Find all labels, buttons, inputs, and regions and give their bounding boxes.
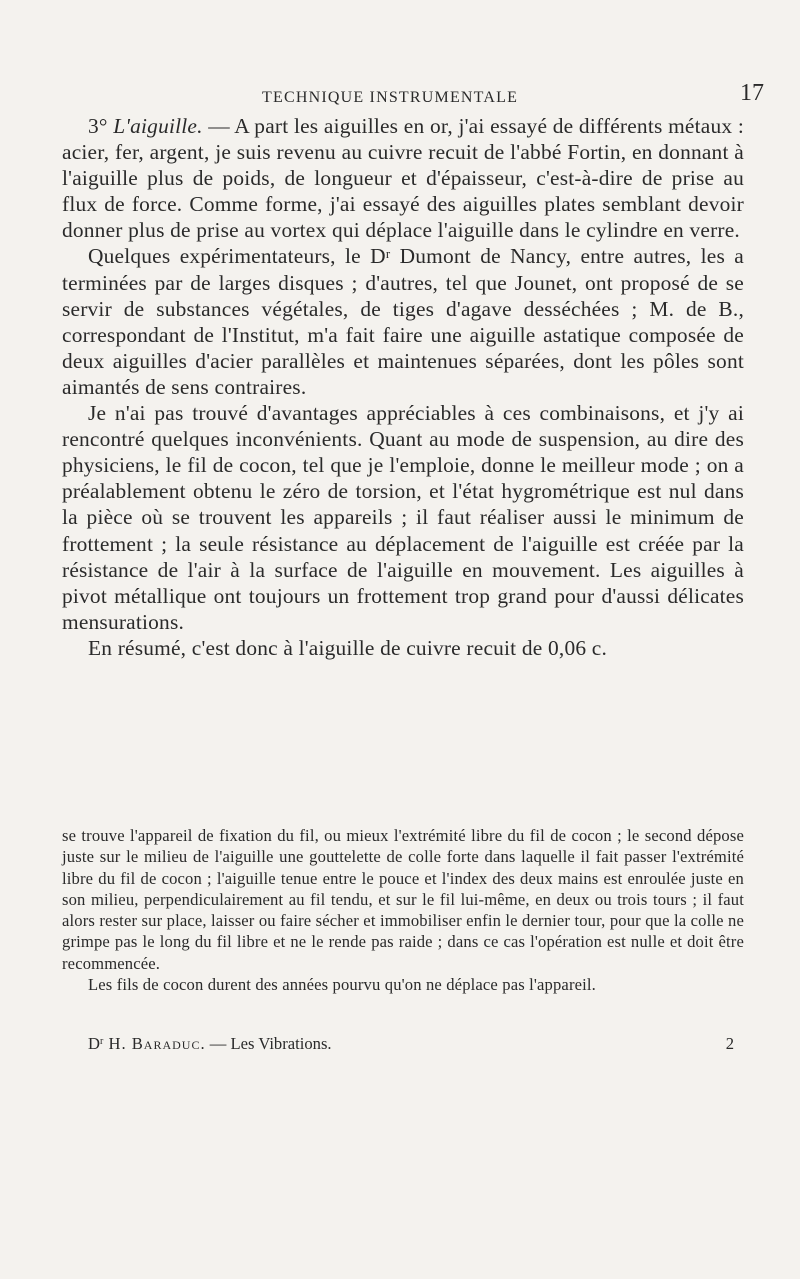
paragraph-text: — A part les aiguilles en or, j'ai essayé de différents métaux : acier, fer, argent, je suis revenu au cuivre recuit de l'abbé Fortin, en donnant à l'aiguille plus de poids, de longueur et d'épaisseur, c'est-à-dire de prise au flux de force. Comme forme, j'ai essayé des aiguilles plates semblant devoir donner plus de prise au vortex qui déplace l'aiguille dans le cylindre en verre.: [62, 114, 744, 243]
work-title: Les Vibrations.: [230, 1034, 332, 1053]
footnote-paragraph: se trouve l'appareil de fixation du fil, ou mieux l'extrémité libre du fil de cocon ; le second dépose juste sur le milieu de l'aiguille une gouttelette de colle forte dans laquelle il fait passer l'extrémité libre du fil de cocon ; l'aiguille tenue entre le pouce et l'index des deux mains est enroulée juste en son milieu, perpendiculairement au fil tendu, et sur le fil lui-même, en deux ou trois tours ; il faut alors rester sur place, laisser ou faire sécher et immobiliser enfin le dernier tour, pour que la colle ne grimpe pas le long du fil libre et ne le rende pas raide ; dans ce cas l'opération est nulle et doit être recommencée.: [62, 826, 744, 973]
paragraph-aiguille: [62, 113, 744, 243]
paragraph-experimenters: Quelques expérimentateurs, le $D^r$ Dumont de Nancy, entre autres, les a terminées par de larges disques ; d'autres, tel que Jounet, ont proposé de se servir de substances végétales, de tiges d'agave desséchées ; M. de B., correspondant de l'Institut, m'a fait faire une aiguille astatique composée de deux aiguilles d'acier parallèles et maintenues séparées, dont les pôles sont aimantés de sens contraires.: [62, 244, 744, 399]
paragraph-suspension: Je n'ai pas trouvé d'avantages appréciables à ces combinaisons, et j'y ai rencontré quelques inconvénients. Quant au mode de suspension, au dire des physiciens, le fil de cocon, tel que je l'emploie, donne le meilleur mode ; on a préalablement obtenu le zéro de torsion, et l'état hygrométrique est nul dans la pièce où se trouvent les appareils ; il faut réaliser aussi le minimum de frottement ; la seule résistance au déplacement de l'aiguille est créée par la résistance de l'air à la surface de l'aiguille en mouvement. Les aiguilles à pivot métallique ont toujours un frottement trop grand pour d'aussi délicates mensurations.: [62, 401, 744, 634]
paragraph-summary: En résumé, c'est donc à l'aiguille de cuivre recuit de 0,06 c.: [88, 635, 608, 660]
running-head: TECHNIQUE INSTRUMENTALE: [262, 89, 519, 106]
footnote: [62, 825, 744, 995]
section-title: L'aiguille.: [113, 114, 203, 138]
sheet-number: 2: [725, 1034, 734, 1053]
signature-line: $D^r$ H. Baraduc. — Les Vibrations. 2: [88, 1034, 734, 1053]
author-name: H. Baraduc.: [103, 1034, 206, 1053]
section-number: 3°: [88, 114, 108, 138]
body-text: [62, 113, 744, 661]
page-number: 17: [740, 80, 764, 106]
footnote-paragraph: Les fils de cocon durent des années pourvu qu'on ne déplace pas l'appareil.: [88, 975, 596, 995]
